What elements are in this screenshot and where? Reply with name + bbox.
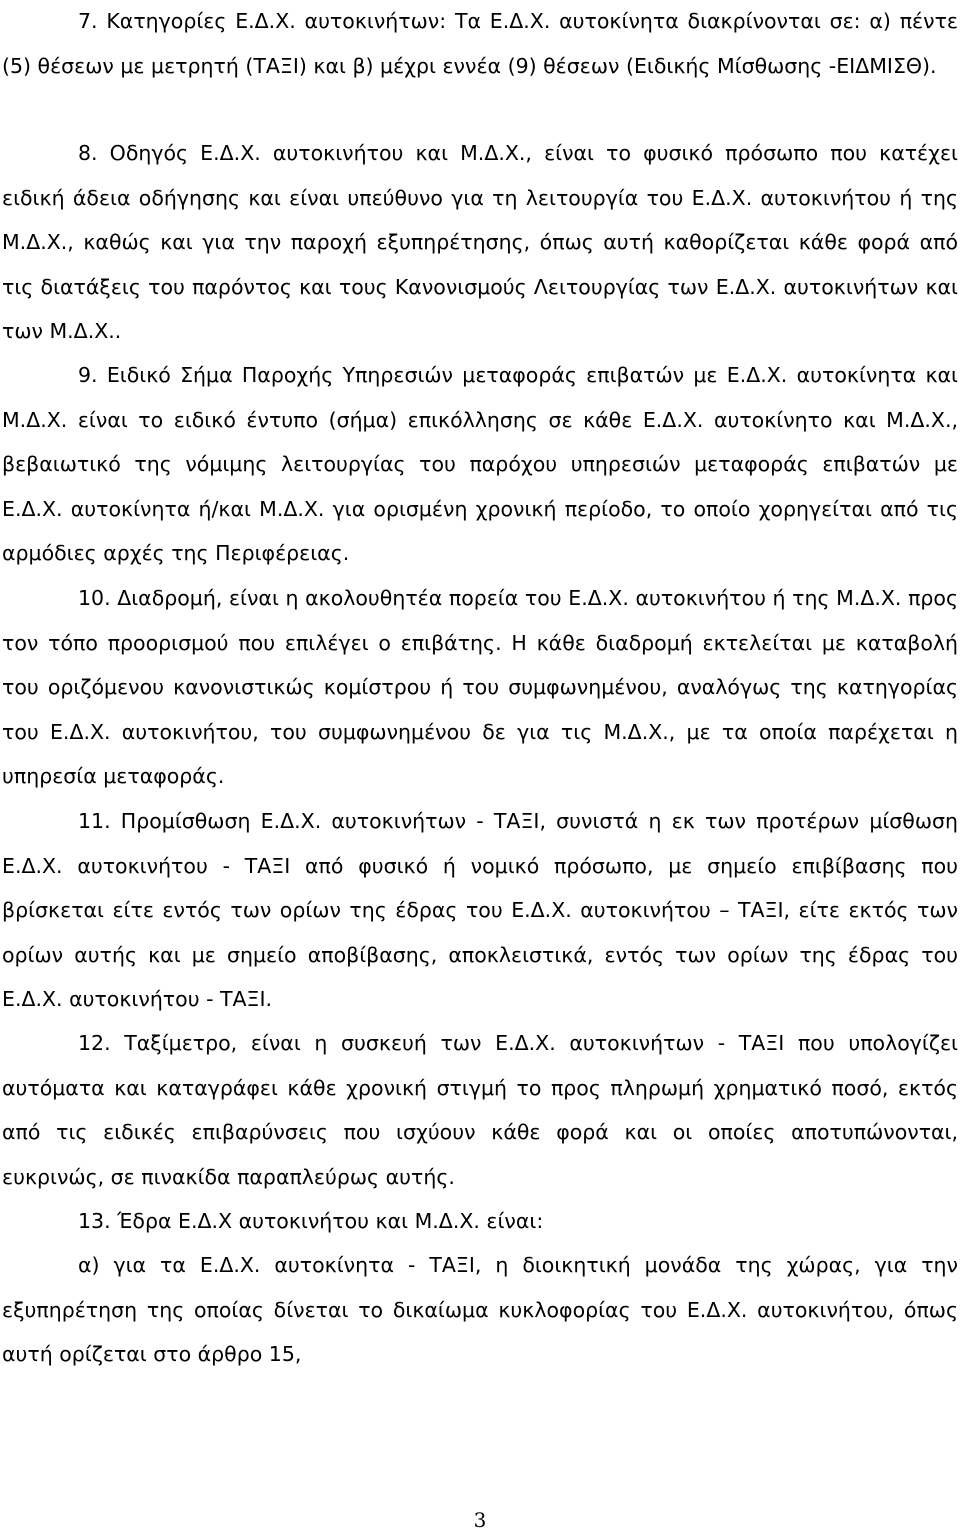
paragraph-13: 13. Έδρα Ε.Δ.Χ αυτοκινήτου και Μ.Δ.Χ. είναι: <box>78 1209 544 1233</box>
paragraph-12: 12. Ταξίμετρο, είναι η συσκευή των Ε.Δ.Χ. αυτοκινήτων - ΤΑΞΙ που υπολογίζει αυτόματα και καταγράφει κάθε χρονική στιγμή το προς πληρωμή χρηματικό ποσό, εκτός από τις ειδικές επιβαρύνσεις που ισχύουν κάθε φορά και οι οποίες αποτυπώνονται, ευκρινώς, σε πινακίδα παραπλεύρως αυτής. <box>2 1031 958 1189</box>
paragraph-13-a: α) για τα Ε.Δ.Χ. αυτοκίνητα - ΤΑΞΙ, η διοικητική μονάδα της χώρας, για την εξυπηρέτηση της οποίας δίνεται το δικαίωμα κυκλοφορίας του Ε.Δ.Χ. αυτοκινήτου, όπως αυτή ορίζεται στο άρθρο 15, <box>2 1253 958 1367</box>
page-number: 3 <box>473 1508 487 1532</box>
paragraph-7: 7. Κατηγορίες Ε.Δ.Χ. αυτοκινήτων: Τα Ε.Δ.Χ. αυτοκίνητα διακρίνονται σε: α) πέντε (5) θέσεων με μετρητή (ΤΑΞΙ) και β) μέχρι εννέα (9) θέσεων (Ειδικής Μίσθωσης -ΕΙΔΜΙΣΘ). <box>2 9 958 78</box>
paragraph-9: 9. Ειδικό Σήμα Παροχής Υπηρεσιών μεταφοράς επιβατών με Ε.Δ.Χ. αυτοκίνητα και Μ.Δ.Χ. είναι το ειδικό έντυπο (σήμα) επικόλλησης σε κάθε Ε.Δ.Χ. αυτοκίνητο και Μ.Δ.Χ., βεβαιωτικό της νόμιμης λειτουργίας του παρόχου υπηρεσιών μεταφοράς επιβατών με Ε.Δ.Χ. αυτοκίνητα ή/και Μ.Δ.Χ. για ορισμένη χρονική περίοδο, το οποίο χορηγείται από τις αρμόδιες αρχές της Περιφέρειας. <box>2 363 958 566</box>
paragraph-11: 11. Προμίσθωση Ε.Δ.Χ. αυτοκινήτων - ΤΑΞΙ, συνιστά η εκ των προτέρων μίσθωση Ε.Δ.Χ. αυτοκινήτου - ΤΑΞΙ από φυσικό ή νομικό πρόσωπο, με σημείο επιβίβασης που βρίσκεται είτε εντός των ορίων της έδρας του Ε.Δ.Χ. αυτοκινήτου – ΤΑΞΙ, είτε εκτός των ορίων αυτής και με σημείο αποβίβασης, αποκλειστικά, εντός των ορίων της έδρας του Ε.Δ.Χ. αυτοκινήτου - ΤΑΞΙ. <box>2 809 958 1012</box>
paragraph-8: 8. Οδηγός Ε.Δ.Χ. αυτοκινήτου και Μ.Δ.Χ., είναι το φυσικό πρόσωπο που κατέχει ειδική άδεια οδήγησης και είναι υπεύθυνο για τη λειτουργία του Ε.Δ.Χ. αυτοκινήτου ή της Μ.Δ.Χ., καθώς και για την παροχή εξυπηρέτησης, όπως αυτή καθορίζεται κάθε φορά από τις διατάξεις του παρόντος και τους Κανονισμούς Λειτουργίας των Ε.Δ.Χ. αυτοκινήτων και των Μ.Δ.Χ.. <box>2 141 958 344</box>
paragraph-10: 10. Διαδρομή, είναι η ακολουθητέα πορεία του Ε.Δ.Χ. αυτοκινήτου ή της Μ.Δ.Χ. προς τον τόπο προορισμού που επιλέγει ο επιβάτης. Η κάθε διαδρομή εκτελείται με καταβολή του οριζόμενου κανονιστικώς κομίστρου ή του συμφωνημένου, αναλόγως της κατηγορίας του Ε.Δ.Χ. αυτοκινήτου, του συμφωνημένου δε για τις Μ.Δ.Χ., με τα οποία παρέχεται η υπηρεσία μεταφοράς. <box>2 586 958 789</box>
